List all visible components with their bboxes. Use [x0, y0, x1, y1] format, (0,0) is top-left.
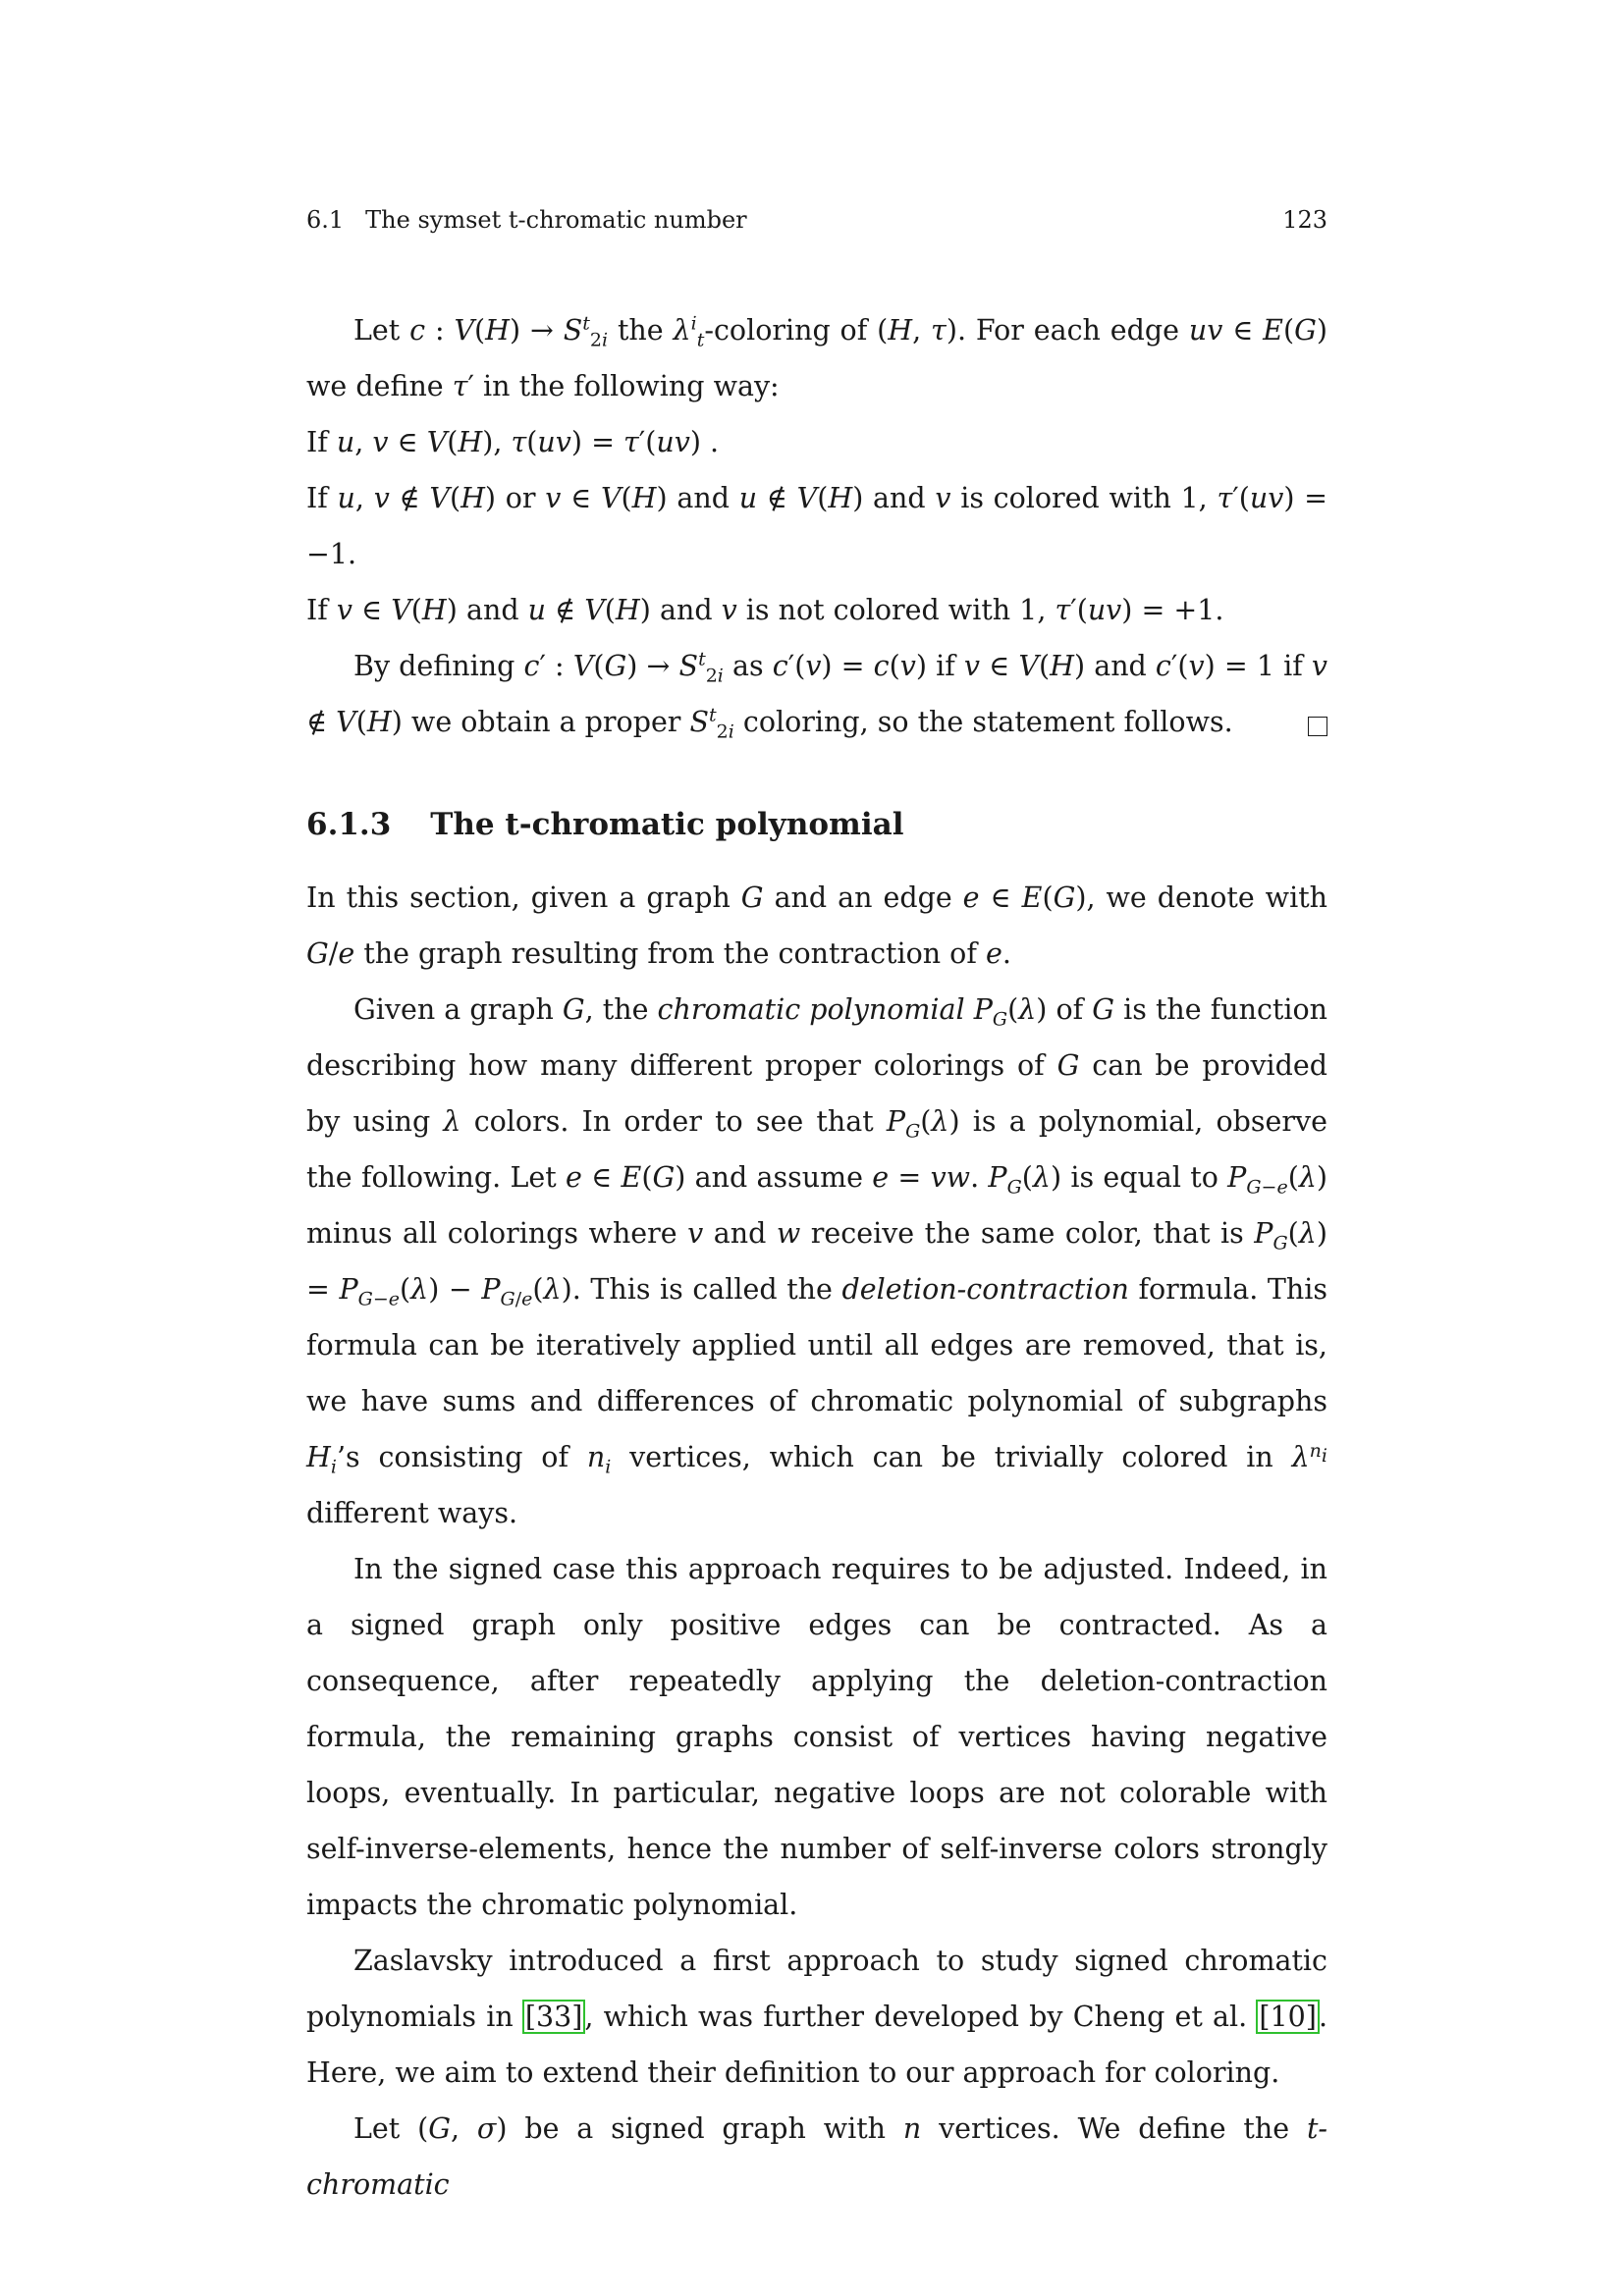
section-number: 6.1 — [306, 206, 345, 234]
subsection-heading — [306, 805, 1327, 844]
citation-10[interactable]: [10] — [1259, 2001, 1317, 2033]
section-title: The symset t-chromatic number — [365, 206, 747, 234]
paragraph-coloring-definition: Let c : $V(H) \to S^t_{2i}$ the $\lambda^i_t$-coloring of (H, τ). For each edge uv ∈ E(G) we define τ′ in the following way: — [306, 312, 1328, 402]
paragraph-t-chromatic-definition: Let (G, σ) be a signed graph with n vertices. We define the t-chromatic — [306, 2112, 1328, 2201]
paragraph-chromatic-polynomial: Given a graph G, the chromatic polynomial $P_G(\lambda)$ of G is the function describing how many different proper colorings of G can be provided by using λ colors. In order to see that $P_G(\lambda)$ is a polynomial, observe the following. Let e ∈ E(G) and assume e = vw. $P_G(\lambda)$ is equal to $P_{G-e}(\lambda)$ minus all colorings where v and w receive the same color, that is $P_G(\lambda) = P_{G-e}(\lambda) - P_{G/e}(\lambda)$. This is called the deletion-contraction formula. This formula can be iteratively applied until all edges are removed, that is, we have sums and differences of chromatic polynomial of subgraphs $H_i’s$ consisting of $n_i$ vertices, which can be trivially colored in $\lambda^{n_i}$ different ways. — [306, 993, 1328, 1529]
running-head — [306, 205, 1327, 235]
running-head-section — [306, 205, 747, 235]
subsection-title: The t-chromatic polynomial — [430, 807, 904, 842]
case-two: If u, v ∉ V(H) or v ∈ V(H) and u ∉ V(H) and v is colored with 1, τ′(uv) = −1. — [306, 482, 1328, 570]
case-three: If v ∈ V(H) and u ∉ V(H) and v is not colored with 1, τ′(uv) = +1. — [306, 594, 1224, 626]
paper-page — [306, 0, 1327, 2296]
paragraph-zaslavsky: Zaslavsky introduced a first approach to study signed chromatic polynomials in [33], which was further developed by Cheng et al. [10]. Here, we aim to extend their definition to our approach for coloring. — [306, 1945, 1327, 2089]
paragraph-signed-case: In the signed case this approach requires to be adjusted. Indeed, in a signed graph only positive edges can be contracted. As a consequence, after repeatedly applying the deletion-contraction formula, the remaining graphs consist of vertices having negative loops, eventually. In particular, negative loops are not colorable with self-inverse-elements, hence the number of self-inverse colors strongly impacts the chromatic polynomial. — [306, 1553, 1327, 1921]
paragraph-contraction-notation: In this section, given a graph G and an edge e ∈ E(G), we denote with G/e the graph resulting from the contraction of e. — [306, 881, 1327, 970]
citation-33[interactable]: [33] — [524, 2001, 583, 2033]
paragraph-proof-end: By defining c′ : $V(G) \to S^t_{2i}$ as c′(v) = c(v) if v ∈ V(H) and c′(v) = 1 if v ∉ V(H) we obtain a proper $S^t_{2i}$ coloring, so the statement follows. — [306, 648, 1327, 743]
body-text — [306, 302, 1327, 2213]
subsection-number: 6.1.3 — [306, 807, 392, 842]
case-one: If u, v ∈ V(H), τ(uv) = τ′(uv) . — [306, 426, 720, 458]
page-number: 123 — [1282, 206, 1327, 234]
qed-box-icon — [1308, 717, 1327, 736]
